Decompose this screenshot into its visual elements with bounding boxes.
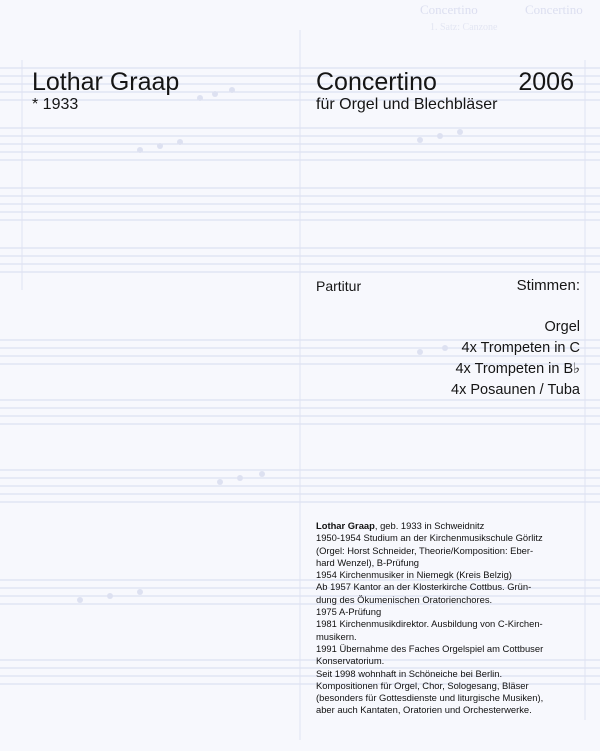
part-item: 4x Posaunen / Tuba (451, 382, 580, 398)
bio-line: 1991 Übernahme des Faches Orgelspiel am Cottbuser (316, 642, 544, 654)
bio-line: 1981 Kirchenmusikdirektor. Ausbildung von C-Kirchen- (316, 618, 543, 630)
bio-line: Konservatorium. (316, 655, 385, 667)
work-year: 2006 (518, 68, 574, 96)
parts-list (451, 317, 580, 401)
bio-line: 1975 A-Prüfung (316, 606, 382, 618)
composer-birth-year: * 1933 (32, 96, 79, 113)
bio-line: Kompositionen für Orgel, Chor, Sologesang, Bläser (316, 679, 529, 691)
bio-line: dung des Ökumenischen Oratorienchores. (316, 593, 493, 605)
bio-name: Lothar Graap (316, 520, 375, 531)
bio-line: 1954 Kirchenmusiker in Niemegk (Kreis Belzig) (316, 569, 512, 581)
bio-line: aber auch Kantaten, Oratorien und Orchesterwerke. (316, 704, 532, 716)
bio-line: Seit 1998 wohnhaft in Schöneiche bei Berlin. (316, 667, 503, 679)
parts-label: Stimmen: (516, 277, 580, 294)
work-title: Concertino (316, 68, 437, 96)
score-label: Partitur (316, 278, 362, 294)
part-item: 4x Trompeten in B♭ (455, 361, 580, 377)
bio-first-line (316, 520, 586, 532)
bio-line: 1950-1954 Studium an der Kirchenmusikschule Görlitz (316, 532, 543, 544)
bio-line: Ab 1957 Kantor an der Klosterkirche Cottbus. Grün- (316, 581, 532, 593)
composer-name: Lothar Graap (32, 68, 180, 96)
bio-line: (besonders für Gottesdienste und liturgische Musiken), (316, 692, 544, 704)
part-item: Orgel (544, 319, 580, 335)
bio-line: (Orgel: Horst Schneider, Theorie/Komposition: Eber- (316, 544, 534, 556)
bio-first-line-rest: , geb. 1933 in Schweidnitz (374, 520, 485, 531)
bio-line: musikern. (316, 630, 357, 642)
svg-text:Concertino: Concertino (420, 2, 478, 17)
svg-text:Concertino: Concertino (525, 2, 583, 17)
svg-text:1. Satz: Canzone: 1. Satz: Canzone (430, 22, 498, 33)
composer-biography (316, 520, 586, 717)
part-item: 4x Trompeten in C (461, 340, 580, 356)
work-subtitle: für Orgel und Blechbläser (316, 96, 498, 113)
bio-line: hard Wenzel), B-Prüfung (316, 556, 420, 568)
